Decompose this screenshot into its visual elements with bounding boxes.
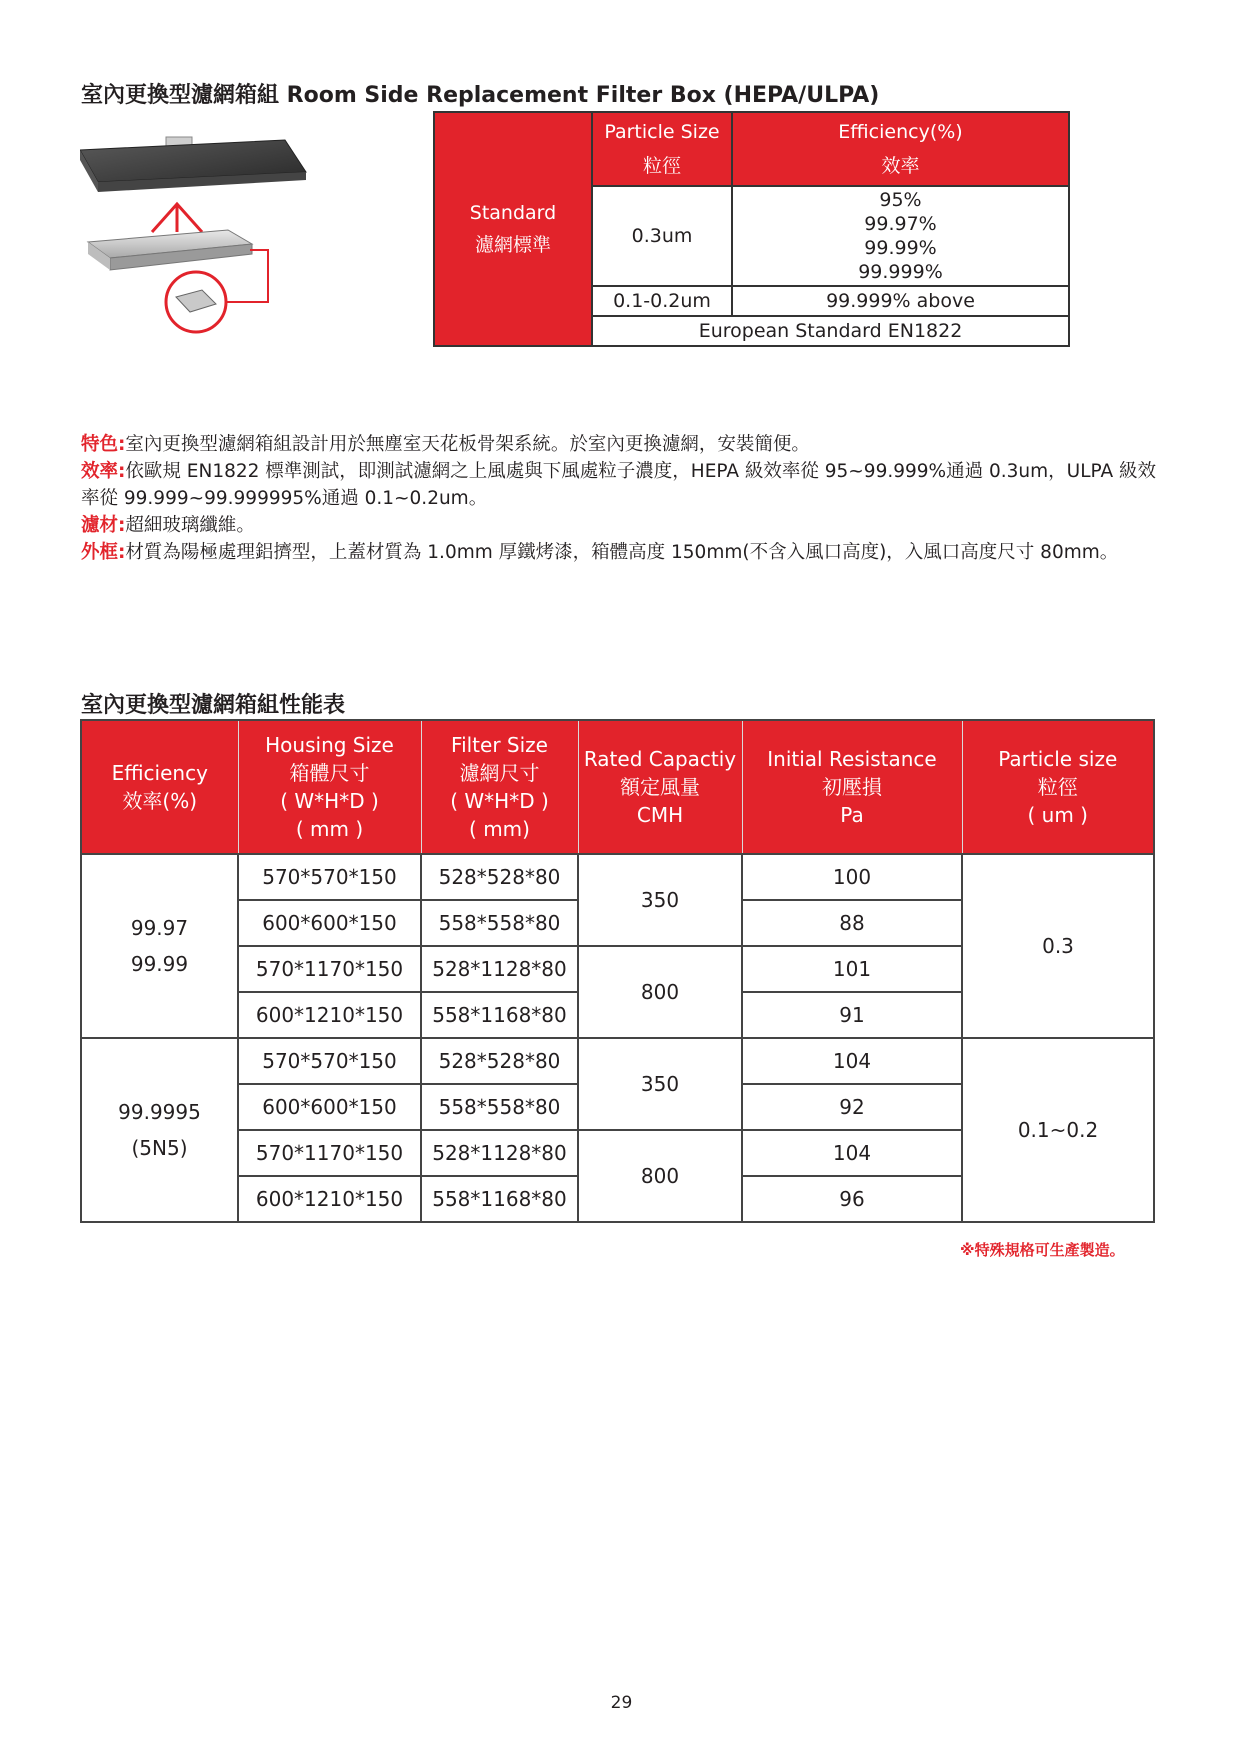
particle-size-value: 0.3um [592,186,732,286]
efficiency-cell [81,1038,238,1222]
standard-label-zh: 濾網標準 [474,234,551,256]
efficiency-value: 99.97 [130,916,189,940]
feature-label: 特色: [81,434,126,455]
page-number: 29 [610,1693,633,1713]
feature-paragraph [81,431,1171,458]
efficiency-value: 95% [879,189,922,211]
header-rated-capacity [578,720,742,854]
header-line: ( W*H*D ) [280,789,379,813]
particle-size-value: 0.1-0.2um [592,286,732,316]
standard-footer: European Standard EN1822 [592,316,1069,346]
header-line: ( W*H*D ) [450,789,549,813]
header-line: ( mm ) [295,817,364,841]
header-line: 粒徑 [1037,775,1078,799]
header-line: 效率(%) [122,789,198,813]
header-line: Housing Size [265,733,394,757]
header-line: Pa [840,803,864,827]
page-title: 室內更換型濾網箱組 Room Side Replacement Filter Box (HEPA/ULPA) [81,83,880,108]
capacity-cell: 350 [578,1038,742,1130]
efficiency-header-zh: 效率 [881,155,920,177]
frame-paragraph [81,539,1171,566]
housing-size-cell: 570*1170*150 [238,1130,421,1176]
media-text: 超細玻璃纖維。 [125,515,255,536]
efficiency-value: 99.99 [130,952,189,976]
header-line: 額定風量 [620,775,700,799]
efficiency-value: 99.99% [864,237,937,259]
header-line: ( mm) [469,817,530,841]
capacity-cell: 800 [578,946,742,1038]
efficiency-header [732,112,1069,186]
frame-text: 材質為陽極處理鋁擠型，上蓋材質為 1.0mm 厚鐵烤漆，箱體高度 150mm(不含入風口高度)，入風口高度尺寸 80mm。 [125,542,1119,563]
particle-size-cell: 0.1~0.2 [962,1038,1154,1222]
header-line: Rated Capactiy [583,747,737,771]
filter-size-cell: 558*558*80 [421,1084,578,1130]
header-line: ( um ) [1027,803,1088,827]
header-line: CMH [636,803,684,827]
header-initial-resistance [742,720,962,854]
resistance-cell: 101 [742,946,962,992]
header-line: 箱體尺寸 [289,761,370,785]
efficiency-header-en: Efficiency(%) [838,121,963,143]
filter-size-cell: 528*528*80 [421,1038,578,1084]
footnote: ※特殊規格可生產製造。 [960,1241,1125,1259]
filter-size-cell: 558*1168*80 [421,1176,578,1222]
housing-size-cell: 570*1170*150 [238,946,421,992]
feature-text: 室內更換型濾網箱組設計用於無塵室天花板骨架系統。於室內更換濾網，安裝簡便。 [125,434,810,455]
resistance-cell: 92 [742,1084,962,1130]
table-row [81,854,1154,900]
capacity-cell: 800 [578,1130,742,1222]
media-label: 濾材: [81,515,126,536]
efficiency-value: 99.999% above [732,286,1069,316]
filter-size-cell: 528*528*80 [421,854,578,900]
standard-label-cell [434,112,592,346]
efficiency-label: 效率: [81,461,126,482]
frame-label: 外框: [81,542,126,563]
header-particle-size [962,720,1154,854]
housing-size-cell: 600*1210*150 [238,1176,421,1222]
header-line: Efficiency [111,761,208,785]
resistance-cell: 104 [742,1038,962,1084]
performance-table-title: 室內更換型濾網箱組性能表 [81,693,346,718]
filter-size-cell: 558*558*80 [421,900,578,946]
efficiency-cell [81,854,238,1038]
resistance-cell: 96 [742,1176,962,1222]
efficiency-value: 99.999% [858,261,943,283]
efficiency-paragraph [81,458,1171,512]
efficiency-value: 99.9995 [118,1100,201,1124]
capacity-cell: 350 [578,854,742,946]
filter-size-cell: 528*1128*80 [421,1130,578,1176]
housing-size-cell: 570*570*150 [238,1038,421,1084]
header-housing-size [238,720,421,854]
filter-box-illustration [80,132,320,357]
header-line: 濾網尺寸 [459,761,540,785]
description [81,431,1171,566]
efficiency-text: 依歐規 EN1822 標準測試，即測試濾網之上風處與下風處粒子濃度，HEPA 級效率從 95~99.999%通過 0.3um，ULPA 級效率從 99.999~99.999995%通過 0.1~0.2um。 [81,461,1157,509]
filter-size-cell: 558*1168*80 [421,992,578,1038]
standard-label-en: Standard [469,202,557,224]
header-line: Filter Size [451,733,548,757]
housing-size-cell: 570*570*150 [238,854,421,900]
media-paragraph [81,512,1171,539]
housing-size-cell: 600*600*150 [238,1084,421,1130]
efficiency-value: (5N5) [131,1136,188,1160]
particle-size-cell: 0.3 [962,854,1154,1038]
header-efficiency [81,720,238,854]
particle-size-header-zh: 粒徑 [642,155,681,177]
particle-size-header [592,112,732,186]
resistance-cell: 100 [742,854,962,900]
performance-table [80,719,1155,1223]
housing-size-cell: 600*600*150 [238,900,421,946]
filter-size-cell: 528*1128*80 [421,946,578,992]
efficiency-value: 99.97% [864,213,937,235]
header-line: Initial Resistance [767,747,937,771]
standard-table [433,111,1070,347]
resistance-cell: 91 [742,992,962,1038]
housing-size-cell: 600*1210*150 [238,992,421,1038]
header-line: Particle size [998,747,1118,771]
particle-size-header-en: Particle Size [604,121,720,143]
resistance-cell: 88 [742,900,962,946]
header-line: 初壓損 [822,775,882,799]
header-filter-size [421,720,578,854]
resistance-cell: 104 [742,1130,962,1176]
table-row [81,1038,1154,1084]
efficiency-values [732,186,1069,286]
